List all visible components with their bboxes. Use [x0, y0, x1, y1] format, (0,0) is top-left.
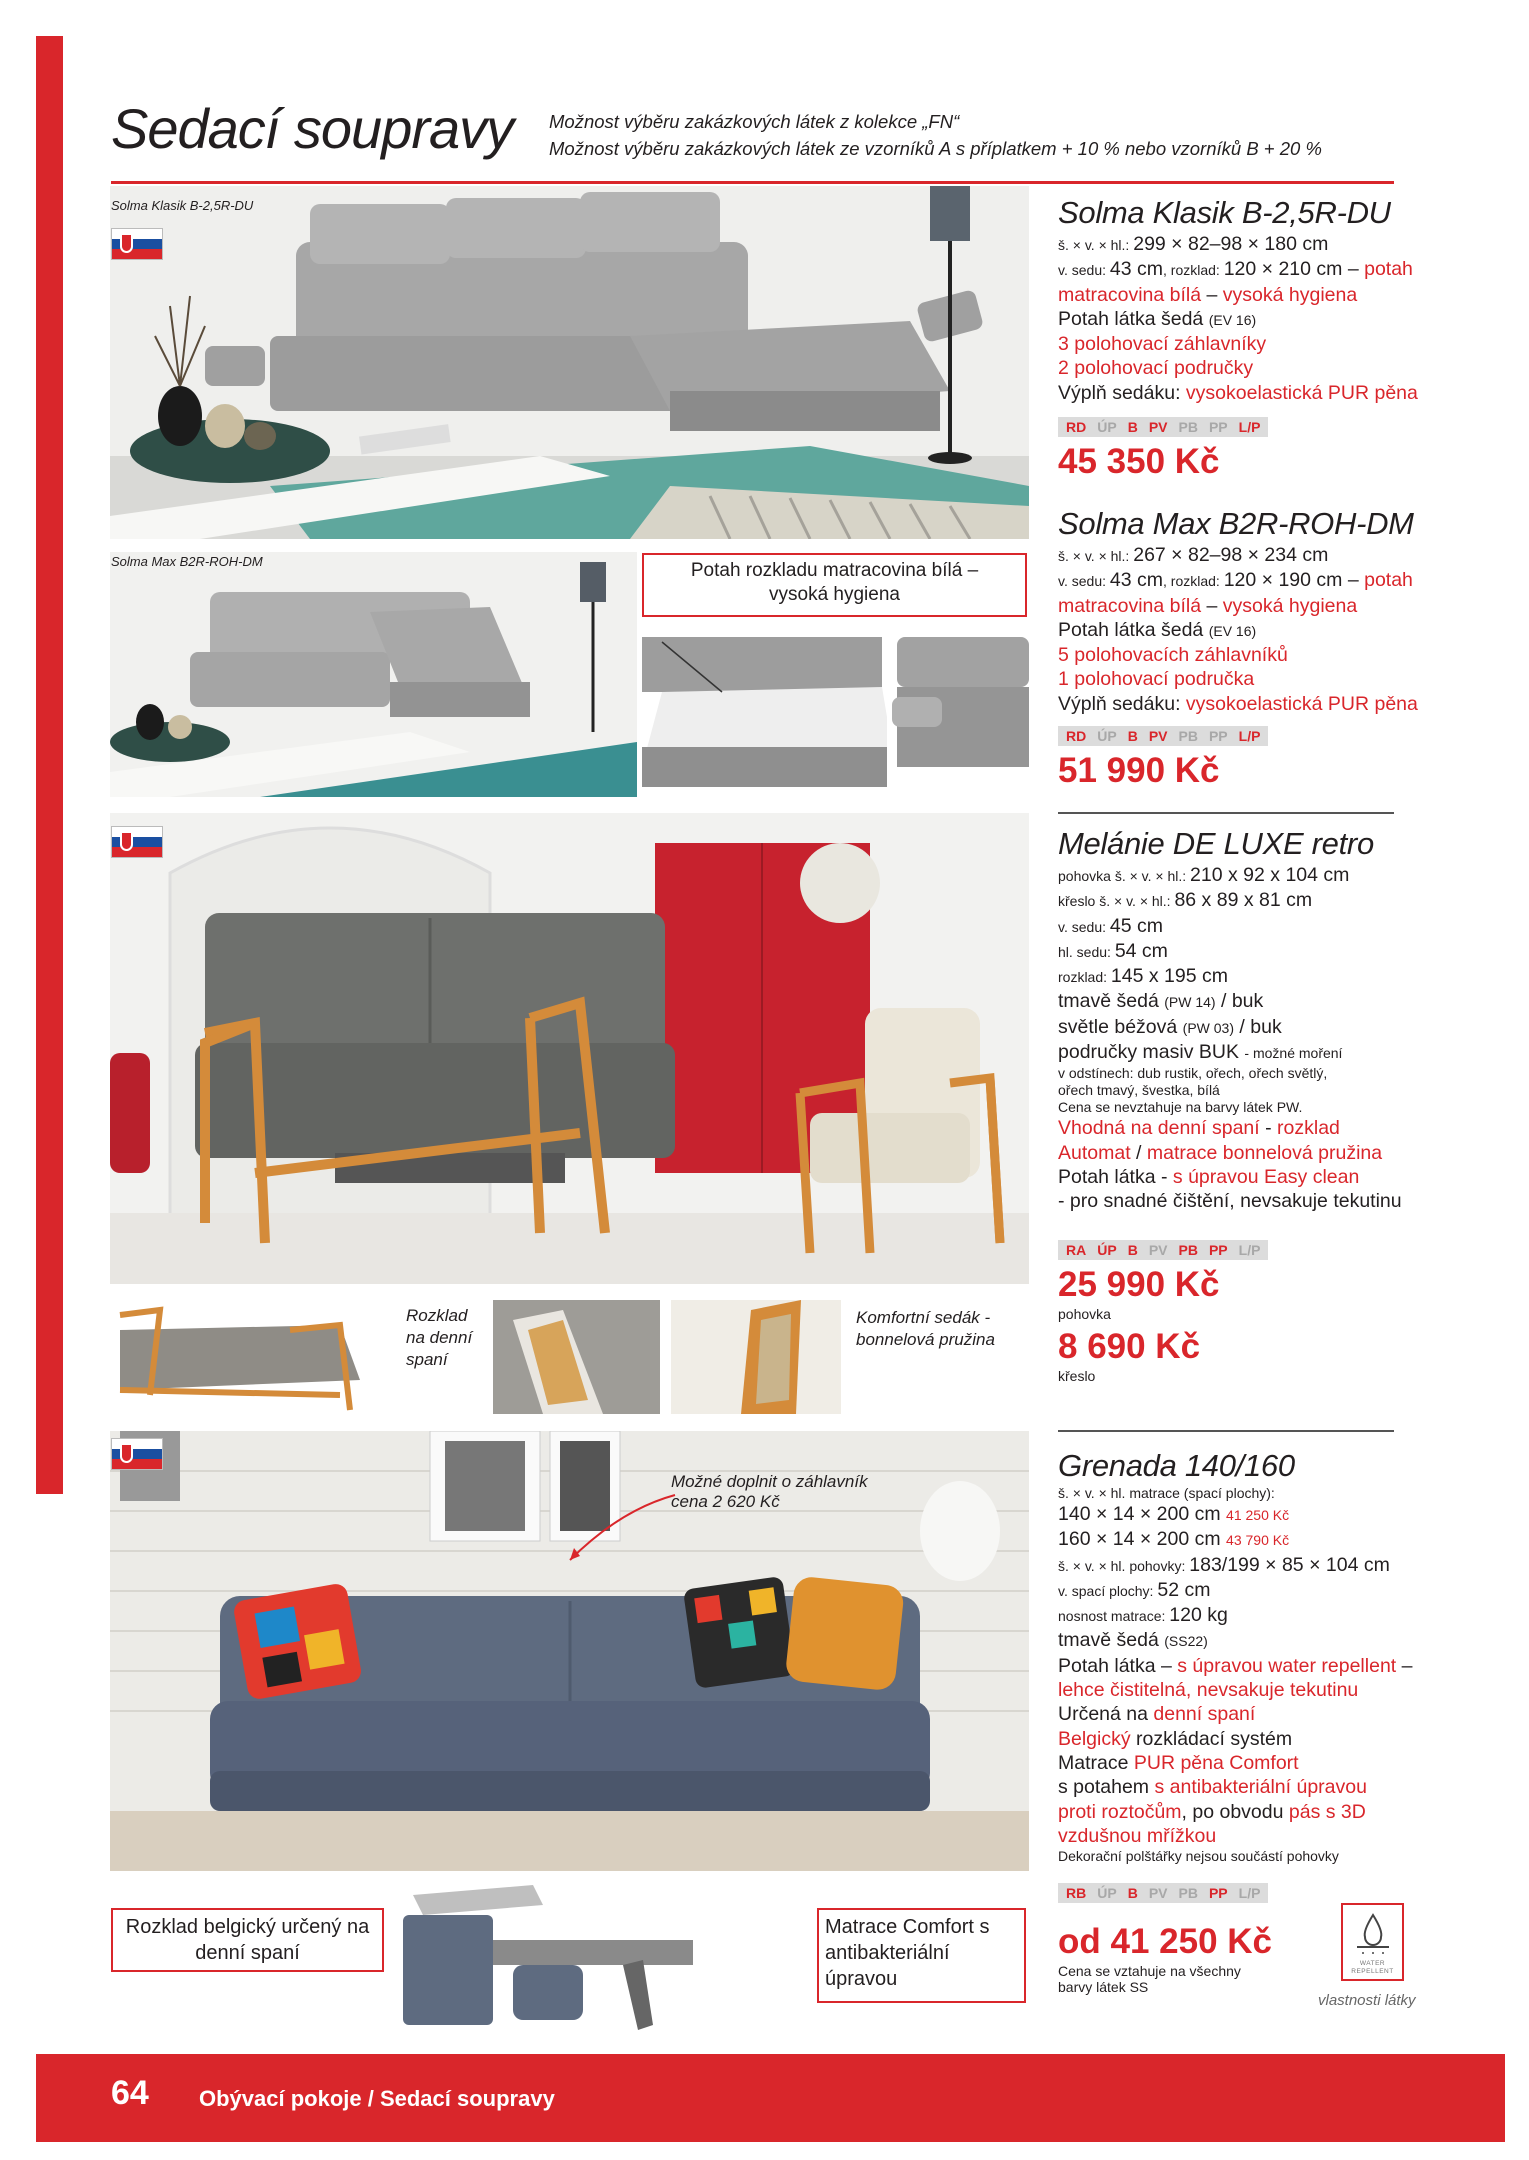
fabric-category-badge: RD: [1066, 728, 1087, 745]
spec-text: Cena se nevztahuje na barvy látek PW.: [1058, 1099, 1303, 1116]
melanie-photo: [110, 813, 1029, 1284]
fabric-category-badge: PP: [1208, 1885, 1228, 1902]
spec-text: 45 cm: [1109, 914, 1163, 937]
spec-text: 43 cm: [1109, 569, 1163, 592]
fabric-category-badge: ÚP: [1097, 1241, 1117, 1258]
spec-line: [1058, 1824, 1458, 1848]
spec-text: vzdušnou mřížkou: [1058, 1824, 1217, 1847]
spec-text: matracovina bílá: [1058, 594, 1202, 617]
grenada-headrest-note: Možné doplnit o záhlavník cena 2 620 Kč: [671, 1472, 868, 1511]
product-title: Solma Klasik B-2,5R-DU: [1058, 195, 1391, 230]
fabric-category-badge: B: [1127, 419, 1138, 436]
spec-line: [1058, 283, 1458, 307]
spec-text: Výplň sedáku:: [1058, 381, 1186, 404]
fabric-category-badge: PB: [1178, 1885, 1198, 1902]
page-number: 64: [111, 2074, 149, 2112]
fabric-category-badge: ÚP: [1097, 419, 1117, 436]
spec-line: [1058, 1502, 1458, 1527]
solma-max-callout: Potah rozkladu matracovina bílá – vysoká hygiena: [642, 553, 1027, 617]
fabric-category-badges: [1058, 1883, 1268, 1903]
fabric-category-badge: L/P: [1238, 1885, 1261, 1902]
spec-line: [1058, 1751, 1458, 1775]
spec-line: [1058, 1848, 1458, 1865]
product-solma-max: [1058, 505, 1458, 792]
spec-text: v. sedu:: [1058, 918, 1110, 935]
divider: [1058, 1430, 1394, 1432]
spec-line: [1058, 1189, 1458, 1213]
spec-text: pohovka š. × v. × hl.:: [1058, 868, 1191, 884]
spec-line: [1058, 989, 1458, 1014]
spec-text: š. × v. × hl. matrace (spací plochy):: [1058, 1485, 1275, 1501]
fabric-category-badges: [1058, 417, 1268, 437]
spec-text: (PW 03): [1182, 1019, 1234, 1036]
spec-text: Matrace: [1058, 1751, 1134, 1774]
spec-text: 120 × 210 cm –: [1223, 258, 1365, 281]
spec-line: [1058, 356, 1458, 380]
spec-text: 299 × 82–98 × 180 cm: [1133, 233, 1329, 255]
spec-text: v odstínech: dub rustik, ořech, ořech světlý,: [1058, 1065, 1328, 1082]
grenada-callout-left: Rozklad belgický určený na denní spaní: [111, 1908, 384, 1972]
spec-text: Vhodná na denní spaní: [1058, 1117, 1260, 1140]
spec-text: Potah látka -: [1058, 1165, 1173, 1188]
spec-text: 210 x 92 x 104 cm: [1190, 864, 1350, 886]
fabric-category-badge: PB: [1178, 419, 1198, 436]
spec-text: hl. sedu:: [1058, 943, 1115, 960]
spec-line: [1058, 888, 1458, 913]
fabric-properties-caption: vlastnosti látky: [1318, 1992, 1416, 2009]
fabric-category-badge: PV: [1148, 1241, 1168, 1258]
spec-line: [1058, 1040, 1458, 1065]
price-label: křeslo: [1058, 1367, 1096, 1384]
melanie-storage-detail-photo: [493, 1300, 660, 1414]
solma-max-bed-detail-photo: [642, 637, 1029, 797]
spec-text: / buk: [1215, 990, 1264, 1013]
spec-line: [1058, 1775, 1458, 1799]
spec-text: Dekorační polštářky nejsou součástí pohovky: [1058, 1848, 1339, 1865]
spec-line: [1058, 643, 1458, 667]
spec-text: světle béžová: [1058, 1015, 1183, 1038]
spec-text: vysoká hygiena: [1222, 594, 1358, 617]
spec-text: (EV 16): [1208, 622, 1257, 639]
spec-text: š. × v. × hl.:: [1058, 237, 1134, 253]
spec-text: rozklad: [1277, 1117, 1340, 1140]
header-rule: [111, 181, 1394, 184]
spec-text: 3 polohovací záhlavníky: [1058, 333, 1267, 356]
page-footer: [36, 2054, 1505, 2142]
spec-text: 43 790 Kč: [1226, 1532, 1290, 1549]
left-accent-bar: [36, 36, 63, 1494]
fabric-category-badge: B: [1127, 1885, 1138, 1902]
spec-text: v. spací plochy:: [1058, 1582, 1158, 1599]
spec-line: [1058, 257, 1458, 282]
page-subtitle: [549, 108, 1322, 162]
spec-line: [1058, 964, 1458, 989]
spec-text: 43 cm: [1109, 258, 1163, 281]
spec-text: š. × v. × hl.:: [1058, 548, 1134, 564]
fabric-category-badge: RD: [1066, 419, 1087, 436]
spec-text: /: [1130, 1141, 1147, 1164]
fabric-category-badge: PP: [1208, 728, 1228, 745]
spec-line: [1058, 1654, 1458, 1678]
spec-text: s úpravou Easy clean: [1172, 1165, 1360, 1188]
solma-klasik-caption: Solma Klasik B-2,5R-DU: [111, 198, 254, 213]
divider: [1058, 812, 1394, 814]
spec-text: (SS22): [1164, 1633, 1208, 1650]
spec-text: –: [1396, 1654, 1413, 1677]
slovak-flag-icon: [111, 826, 163, 858]
fabric-category-badge: PV: [1148, 1885, 1168, 1902]
spec-text: 267 × 82–98 × 234 cm: [1133, 544, 1329, 566]
spec-text: Automat: [1058, 1141, 1131, 1164]
spec-line: [1058, 1527, 1458, 1552]
spec-line: [1058, 1628, 1458, 1653]
solma-max-photo: [110, 552, 637, 797]
spec-text: proti roztočům: [1058, 1800, 1182, 1823]
fabric-category-badges: [1058, 726, 1268, 746]
spec-text: pás s 3D: [1288, 1800, 1366, 1823]
spec-text: Určená na: [1058, 1703, 1154, 1726]
spec-text: PUR pěna Comfort: [1133, 1751, 1299, 1774]
spec-text: 183/199 × 85 × 104 cm: [1189, 1553, 1390, 1576]
spec-line: [1058, 1553, 1458, 1578]
subtitle-line: Možnost výběru zakázkových látek ze vzorníků A s příplatkem + 10 % nebo vzorníků B + 20 %: [549, 138, 1322, 159]
fabric-category-badge: PB: [1178, 1241, 1198, 1258]
grenada-bed-mechanism-photo: [403, 1885, 813, 2036]
spec-text: v. sedu:: [1058, 573, 1110, 590]
spec-text: / buk: [1234, 1015, 1282, 1038]
spec-text: područky masiv BUK: [1058, 1041, 1245, 1064]
spec-line: [1058, 1116, 1458, 1140]
spec-line: [1058, 568, 1458, 593]
spec-text: , rozklad:: [1163, 262, 1224, 279]
fabric-category-badge: ÚP: [1097, 1885, 1117, 1902]
fabric-category-badge: RB: [1066, 1885, 1087, 1902]
spec-text: 160 × 14 × 200 cm: [1058, 1528, 1227, 1551]
price: 25 990 Kč: [1058, 1264, 1220, 1304]
spec-line: [1058, 1678, 1458, 1702]
spec-text: Belgický: [1058, 1727, 1131, 1750]
spec-line: [1058, 939, 1458, 964]
spec-text: 86 x 89 x 81 cm: [1174, 889, 1313, 912]
spec-text: 120 × 190 cm –: [1223, 569, 1365, 592]
solma-max-caption: Solma Max B2R-ROH-DM: [111, 554, 263, 569]
spec-line: [1058, 1485, 1458, 1502]
spec-line: [1058, 1015, 1458, 1040]
price: 8 690 Kč: [1058, 1326, 1201, 1366]
slovak-flag-icon: [111, 228, 163, 260]
fabric-category-badges: [1058, 1240, 1268, 1260]
footer-breadcrumb: Obývací pokoje / Sedací soupravy: [199, 2086, 555, 2111]
spec-line: [1058, 1099, 1458, 1116]
spec-text: , po obvodu: [1181, 1800, 1289, 1823]
spec-text: –: [1201, 283, 1223, 306]
price: od 41 250 Kč: [1058, 1922, 1272, 1962]
water-repellent-badge: [1341, 1903, 1404, 1981]
spec-text: 145 x 195 cm: [1110, 965, 1228, 988]
spec-line: [1058, 332, 1458, 356]
spec-text: , rozklad:: [1163, 573, 1224, 590]
spec-line: [1058, 307, 1458, 332]
melanie-note-right: Komfortní sedák - bonnelová pružina: [856, 1308, 995, 1349]
fabric-category-badge: RA: [1066, 1241, 1087, 1258]
spec-text: - pro snadné čištění, nevsakuje tekutinu: [1058, 1190, 1402, 1213]
spec-text: matrace bonnelová pružina: [1146, 1141, 1383, 1164]
spec-line: [1058, 1578, 1458, 1603]
spec-text: 52 cm: [1157, 1578, 1211, 1601]
fabric-category-badge: PP: [1208, 419, 1228, 436]
spec-text: rozkládací systém: [1130, 1727, 1293, 1750]
spec-line: [1058, 618, 1458, 643]
spec-line: [1058, 1082, 1458, 1099]
spec-line: [1058, 667, 1458, 691]
melanie-bed-detail-photo: [110, 1300, 396, 1414]
spec-line: [1058, 1065, 1458, 1082]
slovak-flag-icon: [111, 1438, 163, 1470]
spec-text: tmavě šedá: [1058, 990, 1165, 1013]
spec-text: (PW 14): [1164, 994, 1216, 1011]
fabric-category-badge: PV: [1148, 419, 1168, 436]
spec-line: [1058, 914, 1458, 939]
price-label: pohovka: [1058, 1305, 1111, 1322]
subtitle-line: Možnost výběru zakázkových látek z kolekce „FN“: [549, 111, 960, 132]
fabric-category-badge: B: [1127, 1241, 1138, 1258]
spec-line: [1058, 1603, 1458, 1628]
product-title: Grenada 140/160: [1058, 1448, 1295, 1483]
spec-text: Potah látka šedá: [1058, 307, 1209, 330]
product-title: Melánie DE LUXE retro: [1058, 826, 1374, 861]
spec-text: š. × v. × hl. pohovky:: [1058, 1557, 1190, 1574]
fabric-category-badge: PB: [1178, 728, 1198, 745]
spec-text: s antibakteriální úpravou: [1154, 1776, 1367, 1799]
spec-text: matracovina bílá: [1058, 283, 1202, 306]
fabric-category-badge: L/P: [1238, 419, 1261, 436]
melanie-seat-detail-photo: [671, 1300, 841, 1414]
price: 45 350 Kč: [1058, 442, 1220, 482]
spec-text: rozklad:: [1058, 969, 1111, 986]
melanie-note-left: Rozklad na denní spaní: [406, 1306, 473, 1369]
spec-text: potah: [1364, 569, 1413, 592]
spec-text: 1 polohovací područka: [1058, 668, 1255, 691]
fabric-category-badge: L/P: [1238, 1241, 1261, 1258]
fabric-category-badge: B: [1127, 728, 1138, 745]
spec-text: Potah látka –: [1058, 1654, 1178, 1677]
spec-text: Výplň sedáku:: [1058, 692, 1186, 715]
spec-text: –: [1201, 594, 1223, 617]
spec-line: [1058, 1141, 1458, 1165]
spec-text: 140 × 14 × 200 cm: [1058, 1503, 1227, 1525]
spec-text: s potahem: [1058, 1776, 1155, 1799]
spec-text: Potah látka šedá: [1058, 618, 1209, 641]
spec-text: 5 polohovacích záhlavníků: [1058, 644, 1288, 667]
grenada-callout-right: Matrace Comfort s antibakteriální úpravou: [817, 1908, 1026, 2003]
spec-line: [1058, 863, 1458, 888]
fabric-category-badge: PP: [1208, 1241, 1228, 1258]
spec-text: tmavě šedá: [1058, 1629, 1165, 1652]
solma-klasik-photo: [110, 186, 1029, 539]
spec-text: denní spaní: [1153, 1703, 1256, 1726]
product-title: Solma Max B2R-ROH-DM: [1058, 506, 1414, 541]
fabric-category-badge: ÚP: [1097, 728, 1117, 745]
spec-text: vysoká hygiena: [1222, 283, 1358, 306]
spec-line: [1058, 692, 1458, 716]
price-label: Cena se vztahuje na všechny barvy látek SS: [1058, 1963, 1241, 1996]
spec-text: 41 250 Kč: [1226, 1507, 1290, 1523]
spec-line: [1058, 1800, 1458, 1824]
spec-text: lehce čistitelná, nevsakuje tekutinu: [1058, 1679, 1359, 1702]
water-repellent-text: WATER REPELLENT: [1351, 1960, 1394, 1975]
spec-text: potah: [1364, 258, 1413, 281]
fabric-category-badge: L/P: [1238, 728, 1261, 745]
spec-line: [1058, 543, 1458, 568]
price: 51 990 Kč: [1058, 751, 1220, 791]
spec-line: [1058, 232, 1458, 257]
product-solma-klasik: [1058, 194, 1458, 483]
water-drop-icon: [1353, 1909, 1393, 1955]
spec-text: 2 polohovací područky: [1058, 357, 1254, 380]
spec-text: vysokoelastická PUR pěna: [1185, 381, 1418, 404]
product-melanie: [1058, 825, 1458, 1384]
spec-line: [1058, 381, 1458, 405]
spec-text: -: [1259, 1117, 1278, 1140]
callout-arrow: [560, 1490, 680, 1570]
spec-line: [1058, 1727, 1458, 1751]
spec-text: ořech tmavý, švestka, bílá: [1058, 1082, 1220, 1099]
spec-text: vysokoelastická PUR pěna: [1185, 692, 1418, 715]
page-title: Sedací soupravy: [111, 97, 514, 160]
spec-line: [1058, 594, 1458, 618]
spec-line: [1058, 1702, 1458, 1726]
spec-text: křeslo š. × v. × hl.:: [1058, 893, 1175, 910]
spec-line: [1058, 1165, 1458, 1189]
spec-text: (EV 16): [1208, 311, 1257, 328]
spec-text: - možné moření: [1244, 1045, 1343, 1062]
fabric-category-badge: PV: [1148, 728, 1168, 745]
spec-text: 120 kg: [1169, 1604, 1228, 1627]
spec-text: v. sedu:: [1058, 262, 1110, 279]
spec-text: nosnost matrace:: [1058, 1608, 1170, 1625]
spec-text: 54 cm: [1114, 939, 1168, 962]
spec-text: s úpravou water repellent: [1177, 1654, 1397, 1677]
